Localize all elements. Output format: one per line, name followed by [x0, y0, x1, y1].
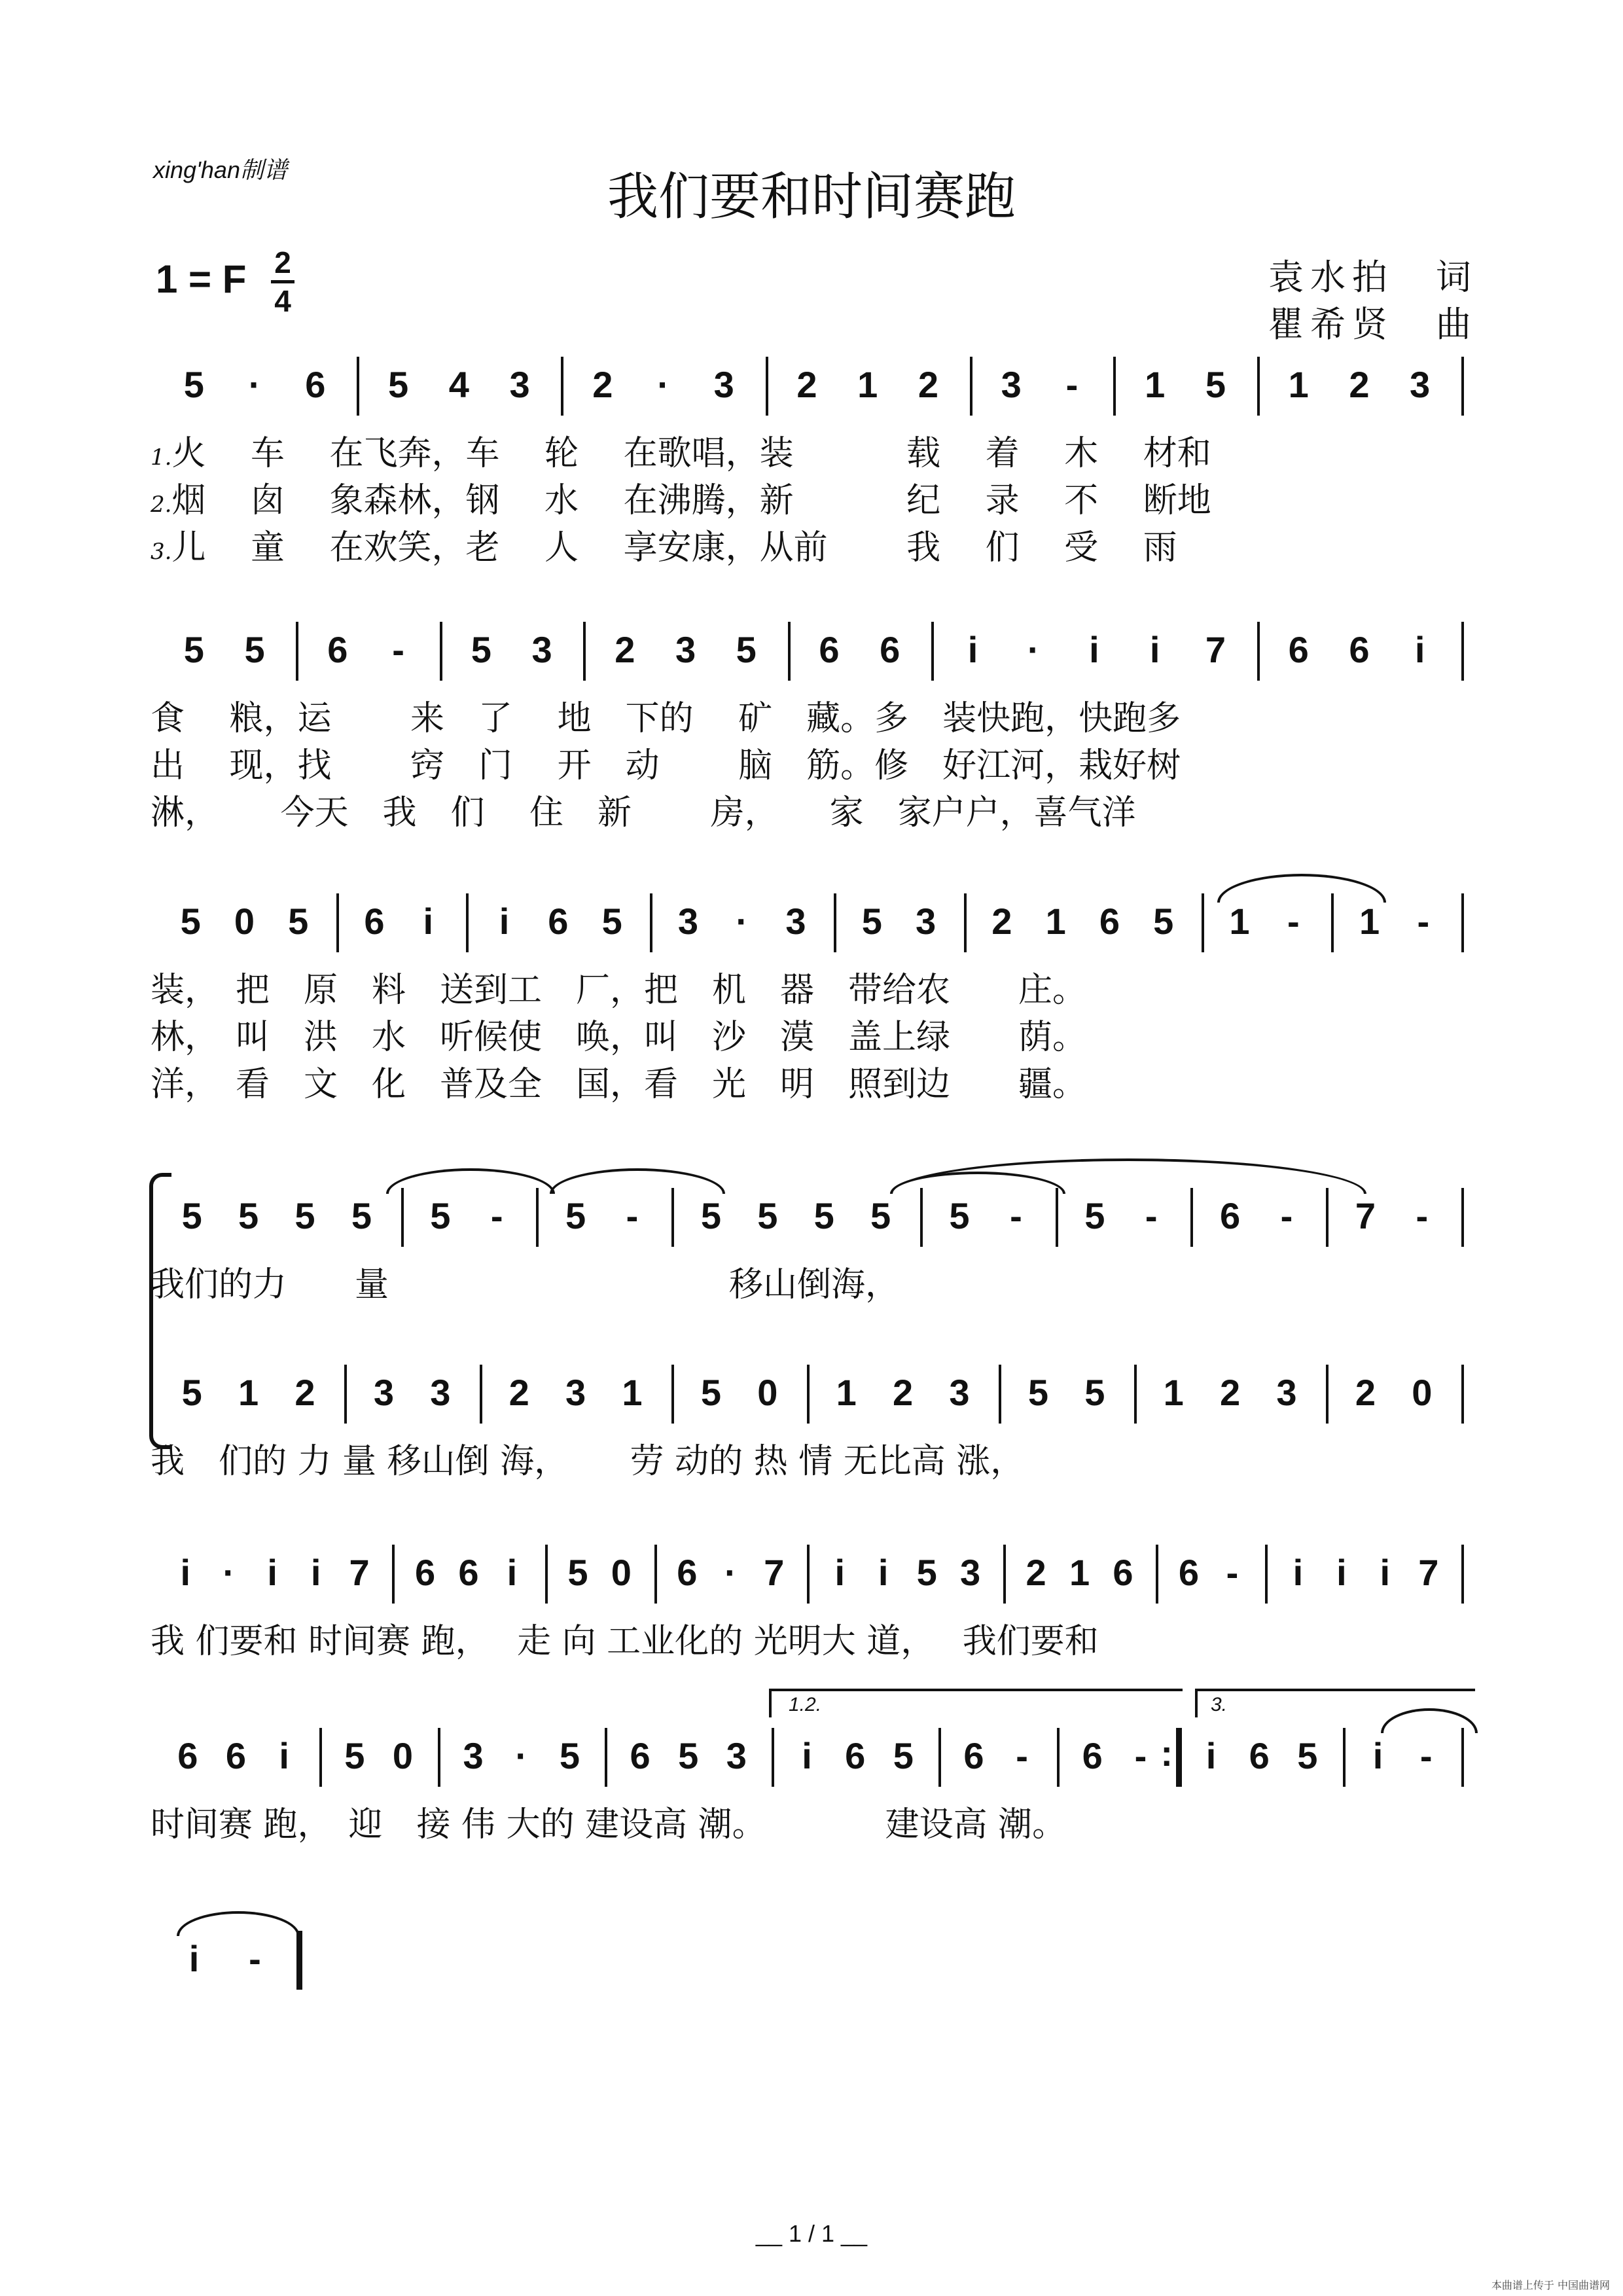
note: 6 — [458, 1552, 479, 1593]
note: 6 — [225, 1735, 247, 1776]
bar-line — [583, 622, 586, 681]
note: 1 — [1359, 901, 1380, 942]
note: 3 — [726, 1735, 747, 1776]
bar-line — [1461, 1365, 1464, 1424]
note: 5 — [1027, 1372, 1048, 1413]
bar-line — [999, 1365, 1001, 1424]
note: 5 — [736, 629, 757, 670]
lyric-line — [151, 962, 1086, 1011]
bar-line — [772, 1728, 774, 1787]
note: 5 — [1297, 1735, 1318, 1776]
bar-line — [1257, 622, 1260, 681]
bar-line — [920, 1188, 923, 1247]
note: 3 — [1001, 364, 1022, 405]
sustain-dash: - — [1134, 1735, 1147, 1776]
lyric-line — [151, 1009, 1086, 1058]
note: 5 — [351, 1195, 372, 1236]
bar-line — [788, 622, 791, 681]
bar-line — [605, 1728, 607, 1787]
note: 5 — [294, 1195, 315, 1236]
note: 5 — [471, 629, 491, 670]
time-signature-bottom: 4 — [274, 284, 291, 318]
note: 7 — [349, 1552, 370, 1593]
note: 3 — [713, 364, 734, 405]
note: 5 — [916, 1552, 937, 1593]
note: 1 — [836, 1372, 857, 1413]
note: 3 — [675, 629, 696, 670]
note: i — [1380, 1552, 1391, 1593]
lyric-line — [151, 1257, 899, 1306]
note: 5 — [700, 1372, 721, 1413]
note: 7 — [764, 1552, 785, 1593]
note: 6 — [880, 629, 901, 670]
note: 2 — [615, 629, 635, 670]
bar-line — [1003, 1545, 1006, 1604]
note: i — [423, 901, 434, 942]
note: 5 — [601, 901, 622, 942]
note: 1 — [1145, 364, 1166, 405]
sustain-dash: - — [1417, 901, 1430, 942]
note: 3 — [463, 1735, 484, 1776]
note: 6 — [548, 901, 569, 942]
dot-extension: · — [724, 1552, 737, 1593]
note: 5 — [288, 901, 309, 942]
volta-label-first: 1.2. — [789, 1694, 822, 1715]
time-signature-top: 2 — [274, 245, 291, 279]
note: 1 — [1069, 1552, 1090, 1593]
bar-line — [1461, 893, 1464, 952]
song-title: 我们要和时间赛跑 — [607, 168, 1016, 226]
time-signature-bar — [271, 280, 294, 283]
bar-line — [807, 1545, 810, 1604]
note: i — [878, 1552, 889, 1593]
note: i — [1293, 1552, 1304, 1593]
upload-note: 本曲谱上传于 中国曲谱网 — [1491, 2279, 1610, 2291]
note: 1 — [857, 364, 878, 405]
note: 6 — [327, 629, 348, 670]
note: 1 — [1163, 1372, 1184, 1413]
note: 3 — [531, 629, 552, 670]
note: 6 — [177, 1735, 198, 1776]
volta-label-third: 3. — [1211, 1694, 1228, 1715]
lyric-line — [151, 1433, 1024, 1482]
bar-line — [1257, 357, 1260, 416]
lyric-text: 食 粮，运 来 了 地 下的 矿 藏。多 装快跑，快跑多 — [151, 699, 1181, 738]
sustain-dash: - — [1280, 1195, 1293, 1236]
bar-line — [1134, 1365, 1137, 1424]
bar-line — [480, 1365, 482, 1424]
note: 1 — [1288, 364, 1309, 405]
dot-extension: · — [223, 1552, 236, 1593]
note: i — [507, 1552, 518, 1593]
bar-line — [1056, 1188, 1058, 1247]
note: i — [267, 1552, 277, 1593]
bar-line — [319, 1728, 322, 1787]
note: i — [834, 1552, 845, 1593]
note: 2 — [1355, 1372, 1376, 1413]
note: 3 — [1410, 364, 1431, 405]
credits — [1268, 254, 1478, 348]
bar-line — [807, 1365, 810, 1424]
bar-line — [1326, 1365, 1329, 1424]
lyric-text: 淋， 今天 我 们 住 新 房， 家 家户户，喜气洋 — [151, 793, 1136, 833]
note: 3 — [509, 364, 530, 405]
lyric-text: 林， 叫 洪 水 听候使 唤，叫 沙 漠 盖上绿 荫。 — [151, 1018, 1087, 1057]
bar-line — [1461, 1188, 1464, 1247]
note: 2 — [592, 364, 613, 405]
lyric-text: 我们的力 量 移山倒海， — [151, 1265, 900, 1304]
transcriber-credit: xing'han制谱 — [153, 156, 287, 183]
note: 0 — [611, 1552, 632, 1593]
note: 6 — [963, 1735, 984, 1776]
note: 5 — [1153, 901, 1174, 942]
bar-line — [1461, 1728, 1464, 1787]
note: 5 — [567, 1552, 588, 1593]
bar-line — [766, 357, 768, 416]
dot-extension: · — [736, 901, 749, 942]
note: 6 — [845, 1735, 866, 1776]
note: 3 — [915, 901, 936, 942]
note: 6 — [414, 1552, 436, 1593]
slur-tie — [177, 1911, 300, 1936]
bar-line — [654, 1545, 657, 1604]
bar-line — [401, 1188, 404, 1247]
bar-line — [344, 1365, 347, 1424]
sustain-dash: - — [490, 1195, 503, 1236]
sustain-dash: - — [249, 1938, 261, 1979]
note: i — [1372, 1735, 1383, 1776]
slur-tie — [550, 1168, 725, 1194]
dot-extension: · — [1027, 629, 1040, 670]
sustain-dash: - — [1065, 364, 1079, 405]
bar-line — [336, 893, 339, 952]
note: i — [1205, 1735, 1217, 1776]
note: 0 — [1412, 1372, 1433, 1413]
lyric-line — [151, 473, 1211, 522]
page-number: __ 1 / 1 __ — [755, 2220, 868, 2247]
note: 5 — [757, 1195, 778, 1236]
bar-line — [671, 1365, 674, 1424]
note: 6 — [1113, 1552, 1133, 1593]
dot-extension: · — [248, 364, 261, 405]
dot-extension: · — [515, 1735, 528, 1776]
note: 5 — [870, 1195, 891, 1236]
lyric-text: 儿 童 在欢笑，老 人 享安康，从前 我 们 受 雨 — [171, 528, 1177, 567]
note: 2 — [1349, 364, 1370, 405]
note: i — [1336, 1552, 1347, 1593]
bar-line — [671, 1188, 674, 1247]
note: 2 — [294, 1372, 315, 1413]
note: 0 — [392, 1735, 413, 1776]
note: 2 — [918, 364, 939, 405]
note: 3 — [373, 1372, 394, 1413]
note: 2 — [796, 364, 817, 405]
dot-extension: · — [657, 364, 669, 405]
bar-line — [536, 1188, 539, 1247]
volta-bracket-first — [769, 1689, 1183, 1717]
note: i — [802, 1735, 812, 1776]
note: 4 — [448, 364, 469, 405]
note: i — [188, 1938, 200, 1979]
note: 5 — [183, 364, 204, 405]
note: 5 — [181, 1195, 202, 1236]
note: 3 — [785, 901, 806, 942]
bar-line — [1156, 1545, 1158, 1604]
note: 2 — [1220, 1372, 1241, 1413]
bar-line — [466, 893, 469, 952]
lyricist: 袁水拍 词 — [1268, 257, 1478, 298]
note: 5 — [181, 1372, 202, 1413]
note: 6 — [364, 901, 385, 942]
bar-line — [1265, 1545, 1268, 1604]
note: 0 — [757, 1372, 778, 1413]
composer: 瞿希贤 曲 — [1268, 304, 1478, 345]
note: 7 — [1355, 1195, 1376, 1236]
note: 1 — [238, 1372, 259, 1413]
bar-line — [1202, 893, 1204, 952]
lyric-line — [151, 738, 1181, 787]
note: 6 — [1178, 1552, 1200, 1593]
sustain-dash: - — [1287, 901, 1300, 942]
lyric-line — [151, 691, 1181, 740]
note: 5 — [678, 1735, 699, 1776]
note: i — [1414, 629, 1425, 670]
sustain-dash: - — [1010, 1195, 1022, 1236]
note: 3 — [565, 1372, 586, 1413]
verse-number: 3. — [151, 539, 172, 565]
note: 1 — [622, 1372, 643, 1413]
note: i — [967, 629, 978, 670]
note: 5 — [861, 901, 882, 942]
lyric-text: 出 现，找 窍 门 开 动 脑 筋。修 好江河，栽好树 — [151, 746, 1181, 785]
note: 6 — [677, 1552, 698, 1593]
note: 1 — [1229, 901, 1250, 942]
bar-line — [296, 622, 298, 681]
note: 3 — [1276, 1372, 1297, 1413]
lyric-text: 烟 囱 象森林，钢 水 在沸腾，新 纪 录 不 断地 — [171, 481, 1211, 520]
lyric-line — [151, 1056, 1086, 1105]
note: 2 — [508, 1372, 529, 1413]
bar-line — [1461, 622, 1464, 681]
note: 6 — [1249, 1735, 1270, 1776]
bar-line — [931, 622, 934, 681]
note: 6 — [1099, 901, 1120, 942]
bar-line — [1461, 357, 1464, 416]
bar-line — [1461, 1545, 1464, 1604]
bar-line — [545, 1545, 548, 1604]
sustain-dash: - — [1419, 1735, 1433, 1776]
sustain-dash: - — [1145, 1195, 1158, 1236]
bar-line — [970, 357, 972, 416]
lyric-line — [151, 1613, 1099, 1662]
note: 5 — [183, 629, 204, 670]
note: 3 — [677, 901, 698, 942]
sustain-dash: - — [1016, 1735, 1028, 1776]
lyric-text: 我 们要和 时间赛 跑， 走 向 工业化的 光明大 道， 我们要和 — [151, 1622, 1099, 1661]
key-signature: 1 = F — [156, 257, 247, 301]
lyric-text: 装， 把 原 料 送到工 厂，把 机 器 带给农 庄。 — [151, 971, 1087, 1010]
bar-line — [938, 1728, 941, 1787]
note: 5 — [813, 1195, 834, 1236]
bar-line — [392, 1545, 395, 1604]
bar-line — [357, 357, 359, 416]
note: 3 — [949, 1372, 970, 1413]
note: 5 — [559, 1735, 580, 1776]
verse-number: 2. — [151, 492, 172, 518]
time-signature — [271, 247, 294, 316]
bar-line — [1190, 1188, 1193, 1247]
note: 5 — [180, 901, 201, 942]
slur-tie — [386, 1168, 555, 1194]
bar-line — [1057, 1728, 1060, 1787]
note: 5 — [430, 1195, 451, 1236]
bar-line — [1326, 1188, 1329, 1247]
final-bar — [296, 1931, 302, 1990]
note: 5 — [244, 629, 265, 670]
repeat-end-bar — [1176, 1728, 1182, 1787]
note: 6 — [1349, 629, 1370, 670]
repeat-dots: : — [1160, 1732, 1173, 1774]
note: 6 — [1288, 629, 1309, 670]
note: 5 — [238, 1195, 259, 1236]
note: 6 — [305, 364, 326, 405]
lyric-line — [151, 1797, 1066, 1846]
note: 5 — [949, 1195, 970, 1236]
note: 7 — [1205, 629, 1226, 670]
lyric-line — [151, 785, 1136, 834]
bar-line — [834, 893, 836, 952]
note: i — [279, 1735, 289, 1776]
note: 2 — [991, 901, 1012, 942]
bar-line — [1343, 1728, 1346, 1787]
note: i — [1089, 629, 1099, 670]
slur-tie — [1217, 874, 1386, 903]
note: 6 — [1220, 1195, 1241, 1236]
note: 6 — [630, 1735, 651, 1776]
bar-line — [964, 893, 967, 952]
lyric-text: 火 车 在飞奔，车 轮 在歌唱，装 载 着 木 材和 — [171, 434, 1211, 473]
note: 7 — [1418, 1552, 1439, 1593]
note: i — [180, 1552, 190, 1593]
note: 5 — [893, 1735, 914, 1776]
note: 6 — [1082, 1735, 1103, 1776]
note: 1 — [1045, 901, 1066, 942]
bar-line — [438, 1728, 440, 1787]
sustain-dash: - — [1226, 1552, 1239, 1593]
note: 3 — [430, 1372, 451, 1413]
note: i — [310, 1552, 321, 1593]
bar-line — [650, 893, 652, 952]
bar-line — [1113, 357, 1116, 416]
note: 0 — [234, 901, 255, 942]
note: 6 — [819, 629, 840, 670]
note: 5 — [1084, 1195, 1105, 1236]
bar-line — [561, 357, 563, 416]
note: 5 — [565, 1195, 586, 1236]
sustain-dash: - — [1416, 1195, 1429, 1236]
note: 5 — [344, 1735, 365, 1776]
note: i — [499, 901, 510, 942]
sustain-dash: - — [392, 629, 404, 670]
lyric-text: 洋， 看 文 化 普及全 国，看 光 明 照到边 疆。 — [151, 1065, 1087, 1104]
lyric-text: 时间赛 跑， 迎 接 伟 大的 建设高 潮。 建设高 潮。 — [151, 1805, 1067, 1844]
note: 2 — [893, 1372, 914, 1413]
lyric-line — [151, 520, 1177, 569]
lyric-text: 我 们的 力 量 移山倒 海， 劳 动的 热 情 无比高 涨， — [151, 1442, 1025, 1481]
bar-line — [440, 622, 442, 681]
note: 5 — [1205, 364, 1226, 405]
lyric-line — [151, 425, 1211, 475]
note: 5 — [1084, 1372, 1105, 1413]
note: 2 — [1026, 1552, 1046, 1593]
note: 3 — [960, 1552, 981, 1593]
note: 5 — [700, 1195, 721, 1236]
part-brace — [149, 1173, 171, 1449]
note: i — [1149, 629, 1160, 670]
sustain-dash: - — [626, 1195, 639, 1236]
note: 5 — [388, 364, 409, 405]
verse-number: 1. — [151, 444, 172, 471]
